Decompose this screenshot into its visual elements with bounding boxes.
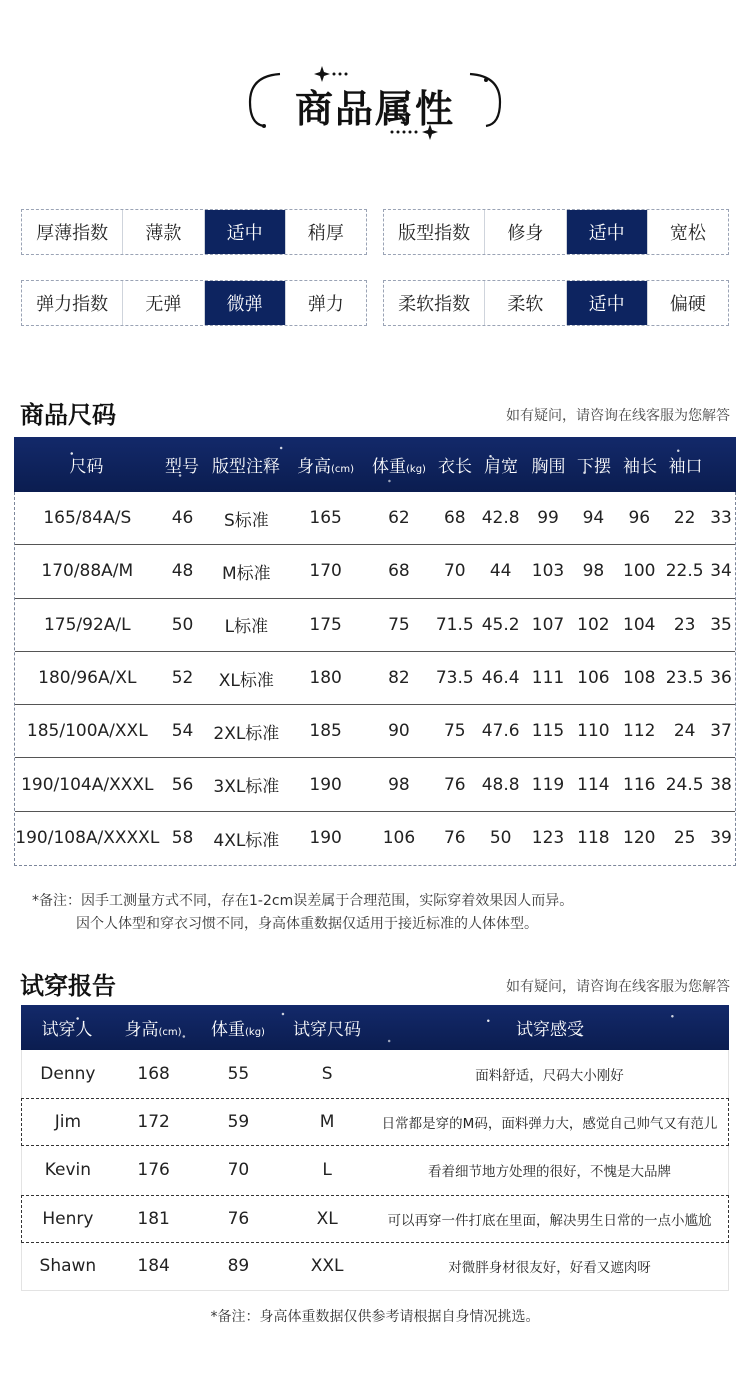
table-cell: 120 — [623, 828, 656, 849]
table-cell: 可以再穿一件打底在里面，解决男生日常的一点小尴尬 — [387, 1212, 712, 1229]
table-row — [21, 1146, 729, 1194]
attribute-option-selected: 微弹 — [205, 281, 286, 325]
table-cell: 56 — [171, 774, 194, 795]
attribute-option-selected: 适中 — [567, 281, 648, 325]
table-cell: S — [321, 1064, 333, 1085]
table-cell: 168 — [137, 1064, 170, 1085]
table-cell: 75 — [388, 614, 410, 635]
trial-section-note: 如有疑问，请咨询在线客服为您解答 — [506, 979, 730, 995]
table-cell: 68 — [388, 561, 410, 582]
trial-table — [21, 1005, 729, 1291]
attribute-row-softness — [383, 280, 729, 326]
attributes-title: 商品属性 — [294, 87, 455, 131]
table-cell: 59 — [227, 1112, 250, 1133]
attribute-label: 版型指数 — [384, 210, 485, 254]
table-cell: 190/104A/XXXL — [21, 774, 154, 795]
table-cell: 33 — [710, 508, 732, 529]
table-cell: 50 — [489, 828, 512, 849]
table-cell: 98 — [582, 561, 605, 582]
size-section-note: 如有疑问，请咨询在线客服为您解答 — [506, 408, 730, 424]
table-cell: 170 — [309, 561, 342, 582]
table-cell: 22.5 — [665, 561, 704, 582]
table-row — [15, 812, 735, 865]
column-header: 衣长 — [438, 457, 472, 477]
table-cell: M标准 — [222, 563, 271, 584]
table-cell: 76 — [443, 774, 466, 795]
table-cell: 181 — [137, 1208, 170, 1229]
table-cell: 48.8 — [481, 774, 520, 795]
column-header: 袖长 — [623, 457, 657, 477]
table-cell: 4XL标准 — [213, 830, 280, 851]
table-cell: 47.6 — [481, 721, 520, 742]
column-header-weight — [364, 452, 434, 477]
table-cell: 45.2 — [481, 614, 520, 635]
table-cell: 165 — [309, 508, 342, 529]
table-cell: Denny — [40, 1064, 96, 1085]
table-cell: 55 — [227, 1064, 250, 1085]
table-cell: 176 — [137, 1160, 170, 1181]
table-cell: 190 — [309, 828, 342, 849]
table-cell: 看着细节地方处理的很好，不愧是大品牌 — [428, 1164, 671, 1181]
attribute-option-selected: 适中 — [205, 210, 286, 254]
table-cell: 39 — [710, 828, 732, 849]
size-table-header — [14, 437, 736, 492]
attribute-option: 偏硬 — [669, 294, 706, 315]
unit-label: (kg) — [406, 464, 426, 475]
attribute-row-elasticity — [21, 280, 367, 326]
table-cell: 106 — [382, 828, 416, 849]
table-cell: 184 — [137, 1256, 170, 1277]
table-cell: Kevin — [44, 1160, 92, 1181]
table-row — [15, 492, 735, 545]
column-header: 袖口 — [668, 457, 703, 477]
table-cell: 2XL标准 — [213, 723, 280, 744]
size-table — [14, 437, 736, 866]
table-cell: 185/100A/XXL — [26, 721, 148, 742]
table-cell: 118 — [577, 828, 610, 849]
table-cell: 90 — [388, 721, 410, 742]
table-cell: 76 — [227, 1208, 250, 1229]
table-cell: 37 — [710, 721, 732, 742]
table-cell: 123 — [531, 828, 565, 849]
column-header-weight — [193, 1015, 283, 1040]
table-cell: 172 — [137, 1112, 170, 1133]
trial-table-header — [21, 1005, 729, 1050]
attribute-label: 柔软指数 — [384, 281, 485, 325]
column-header: 下摆 — [577, 457, 611, 477]
column-header-height — [113, 1015, 193, 1040]
table-cell: 48 — [171, 561, 194, 582]
column-header: 试穿人 — [41, 1020, 93, 1040]
table-cell: 50 — [171, 614, 194, 635]
table-cell: 面料舒适，尺码大小刚好 — [475, 1068, 624, 1085]
table-cell: 185 — [309, 721, 342, 742]
table-cell: 102 — [577, 614, 610, 635]
table-cell: 34 — [710, 561, 732, 582]
table-cell: 42.8 — [481, 508, 520, 529]
size-section-title: 商品尺码 — [20, 401, 116, 429]
table-row — [21, 1050, 729, 1098]
table-cell: Henry — [42, 1208, 94, 1229]
table-cell: 107 — [531, 614, 565, 635]
table-cell: 165/84A/S — [43, 508, 132, 529]
table-cell: 24 — [673, 721, 696, 742]
table-row — [21, 1243, 729, 1291]
column-header: 版型注释 — [212, 457, 280, 477]
unit-label: (cm) — [330, 464, 355, 475]
table-cell: 62 — [388, 508, 410, 529]
attribute-option: 宽松 — [669, 223, 706, 244]
table-cell: 35 — [710, 614, 732, 635]
table-cell: S标准 — [223, 510, 269, 531]
table-cell: 89 — [227, 1256, 250, 1277]
attribute-option-selected: 适中 — [567, 210, 648, 254]
attribute-option: 柔软 — [485, 281, 566, 325]
table-cell: 103 — [531, 561, 565, 582]
table-cell: 71.5 — [435, 614, 474, 635]
table-cell: 190 — [309, 774, 342, 795]
trial-table-body — [21, 1050, 729, 1291]
table-cell: Shawn — [39, 1256, 97, 1277]
table-cell: 日常都是穿的M码，面料弹力大，感觉自己帅气又有范儿 — [381, 1116, 718, 1133]
column-header-text: 体重 — [372, 457, 407, 477]
unit-label: (cm) — [158, 1027, 182, 1038]
size-table-body — [14, 492, 736, 866]
table-cell: 108 — [623, 668, 656, 689]
size-footnote-line1: *备注：因手工测量方式不同，存在1-2cm误差属于合理范围，实际穿着效果因人而异。 — [32, 893, 574, 909]
attribute-option: 无弹 — [123, 281, 204, 325]
table-cell: 22 — [673, 508, 696, 529]
table-row — [15, 545, 735, 598]
attribute-label: 厚薄指数 — [22, 210, 123, 254]
table-cell: XL — [316, 1208, 338, 1229]
table-cell: 54 — [171, 721, 194, 742]
table-cell: 23 — [673, 614, 696, 635]
table-cell: 115 — [531, 721, 565, 742]
attributes-header — [240, 62, 510, 142]
table-cell: 112 — [623, 721, 656, 742]
table-cell: 116 — [623, 774, 656, 795]
table-row — [21, 1098, 729, 1146]
table-row — [15, 758, 735, 811]
column-header-text: 体重 — [211, 1020, 246, 1040]
table-cell: 111 — [531, 668, 565, 689]
table-cell: XXL — [310, 1256, 344, 1277]
trial-footnote: *备注：身高体重数据仅供参考请根据自身情况挑选。 — [210, 1309, 540, 1325]
table-row — [15, 652, 735, 705]
table-cell: 94 — [582, 508, 605, 529]
table-cell: 24.5 — [665, 774, 704, 795]
trial-section-title: 试穿报告 — [20, 972, 116, 1000]
table-cell: 68 — [443, 508, 466, 529]
attribute-row-fit — [383, 209, 729, 255]
table-cell: 36 — [710, 668, 732, 689]
size-footnote-line2: 因个人体型和穿衣习惯不同，身高体重数据仅适用于接近标准的人体体型。 — [76, 916, 538, 932]
column-header: 尺码 — [69, 457, 104, 477]
table-cell: 70 — [443, 561, 466, 582]
table-cell: 44 — [489, 561, 512, 582]
table-cell: 25 — [673, 828, 696, 849]
column-header: 试穿感受 — [516, 1020, 584, 1040]
column-header: 试穿尺码 — [293, 1020, 361, 1040]
column-header-text: 身高 — [296, 457, 331, 477]
table-cell: 190/108A/XXXXL — [15, 828, 160, 849]
attribute-option: 薄款 — [123, 210, 204, 254]
attribute-label: 弹力指数 — [22, 281, 123, 325]
table-cell: 75 — [443, 721, 466, 742]
table-row — [21, 1195, 729, 1243]
table-cell: 70 — [227, 1160, 250, 1181]
table-cell: 73.5 — [435, 668, 474, 689]
table-cell: L标准 — [224, 617, 269, 638]
table-cell: 110 — [577, 721, 610, 742]
column-header-height — [287, 452, 364, 477]
column-header: 型号 — [165, 457, 199, 477]
table-cell: 175 — [309, 614, 342, 635]
table-cell: 76 — [443, 828, 466, 849]
table-cell: 96 — [628, 508, 651, 529]
unit-label: (kg) — [245, 1027, 265, 1038]
table-cell: XL标准 — [218, 670, 274, 691]
column-header-text: 身高 — [124, 1020, 159, 1040]
table-cell: L — [322, 1160, 332, 1181]
table-cell: 58 — [171, 828, 194, 849]
table-cell: 175/92A/L — [43, 614, 131, 635]
table-cell: 52 — [171, 668, 194, 689]
table-cell: 170/88A/M — [41, 561, 134, 582]
table-cell: 114 — [577, 774, 610, 795]
table-cell: 100 — [623, 561, 656, 582]
attribute-row-thickness — [21, 209, 367, 255]
table-cell: M — [319, 1112, 335, 1133]
table-cell: 119 — [531, 774, 565, 795]
column-header: 肩宽 — [484, 457, 518, 477]
column-header: 胸围 — [531, 457, 566, 477]
table-cell: 38 — [710, 774, 732, 795]
table-cell: 180 — [309, 668, 342, 689]
table-cell: 23.5 — [665, 668, 704, 689]
table-cell: 106 — [577, 668, 610, 689]
table-cell: 180/96A/XL — [38, 668, 137, 689]
table-cell: 对微胖身材很友好，好看又遮肉呀 — [448, 1260, 651, 1277]
table-cell: 82 — [388, 668, 410, 689]
table-row — [15, 599, 735, 652]
attribute-option: 修身 — [485, 210, 566, 254]
table-cell: 99 — [537, 508, 559, 529]
table-cell: Jim — [54, 1112, 82, 1133]
table-row — [15, 705, 735, 758]
table-cell: 3XL标准 — [213, 777, 280, 798]
table-cell: 104 — [623, 614, 656, 635]
attribute-option: 弹力 — [307, 294, 344, 315]
table-cell: 98 — [388, 774, 410, 795]
table-cell: 46.4 — [481, 668, 520, 689]
table-cell: 46 — [171, 508, 194, 529]
attribute-option: 稍厚 — [307, 223, 344, 244]
